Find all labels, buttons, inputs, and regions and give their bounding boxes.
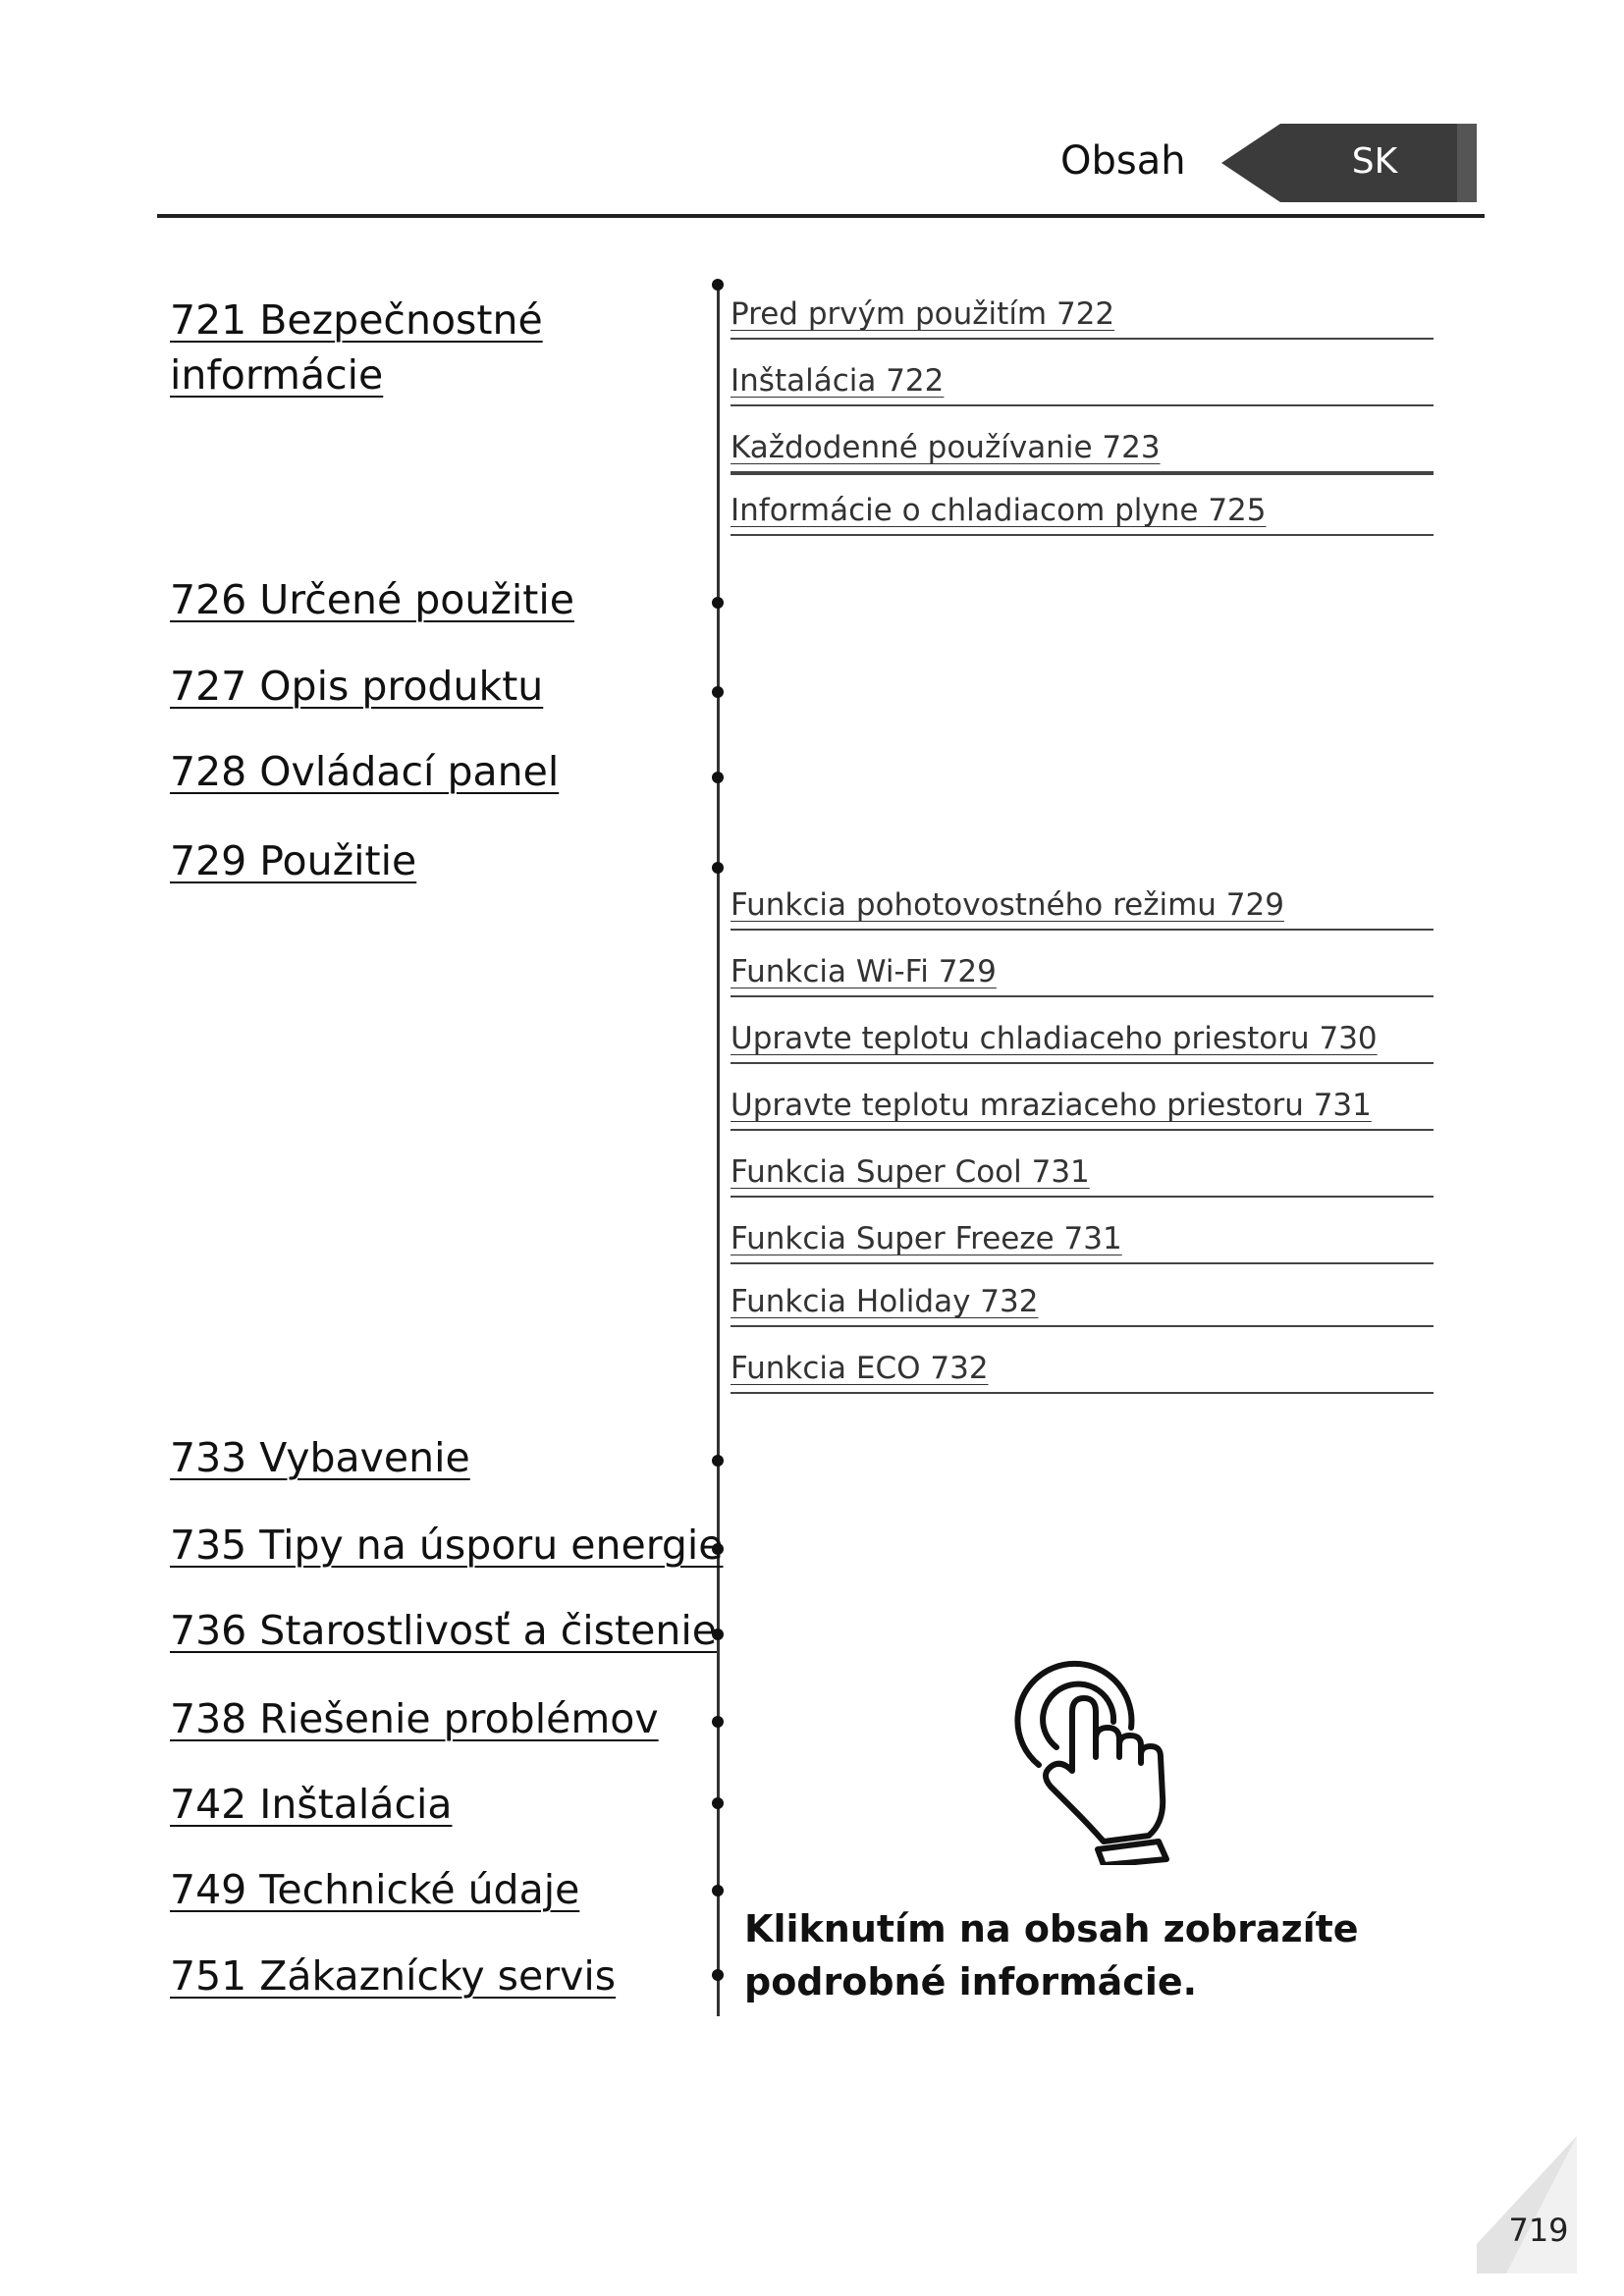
timeline-dot [712, 862, 724, 874]
timeline-dot [712, 1455, 724, 1467]
timeline-line [717, 285, 720, 2016]
chapter-link-use[interactable]: 729 Použitie [170, 837, 417, 884]
subentry-link[interactable]: Funkcia Holiday 732 [731, 1278, 1434, 1327]
page-corner-decoration [1477, 2136, 1577, 2273]
subentry-link[interactable]: Inštalácia 722 [731, 357, 1434, 406]
subentry-link[interactable]: Funkcia Wi-Fi 729 [731, 948, 1434, 997]
subentry-link[interactable]: Funkcia Super Cool 731 [731, 1148, 1434, 1198]
timeline-dot [712, 1969, 724, 1981]
subentry-link[interactable]: Funkcia pohotovostného režimu 729 [731, 881, 1434, 931]
chapter-link-safety-information[interactable]: 721 Bezpečnostné informácie [170, 296, 543, 399]
subentry-link[interactable]: Upravte teplotu mraziaceho priestoru 731 [731, 1082, 1434, 1131]
chapter-link-intended-use[interactable]: 726 Určené použitie [170, 576, 574, 623]
language-label: SK [1351, 141, 1398, 182]
timeline-dot [712, 686, 724, 698]
hint-text: Kliknutím na obsah zobrazíte podrobné informácie. [744, 1907, 1359, 2003]
chapter-link-energy-saving-tips[interactable]: 735 Tipy na úsporu energie [170, 1522, 724, 1569]
tap-hand-icon [1001, 1649, 1208, 1865]
timeline-dot [712, 279, 724, 291]
subentry-link[interactable]: Pred prvým použitím 722 [731, 291, 1434, 340]
page-title: Obsah [1060, 138, 1186, 184]
chapter-link-customer-service[interactable]: 751 Zákaznícky servis [170, 1952, 617, 2000]
subentry-link[interactable]: Informácie o chladiacom plyne 725 [731, 487, 1434, 536]
page-number: 719 [1508, 2212, 1569, 2249]
subentry-link[interactable]: Funkcia Super Freeze 731 [731, 1215, 1434, 1264]
timeline-dot [712, 1885, 724, 1896]
chapter-link-product-description[interactable]: 727 Opis produktu [170, 663, 544, 710]
chapter-link-technical-data[interactable]: 749 Technické údaje [170, 1866, 580, 1913]
timeline-dot [712, 1797, 724, 1809]
chapter-link-troubleshooting[interactable]: 738 Riešenie problémov [170, 1695, 659, 1742]
timeline-dot [712, 597, 724, 609]
chapter-link-control-panel[interactable]: 728 Ovládací panel [170, 748, 560, 795]
timeline-dot [712, 772, 724, 783]
subentry-link[interactable]: Upravte teplotu chladiaceho priestoru 730 [731, 1015, 1434, 1064]
subentry-link[interactable]: Funkcia ECO 732 [731, 1345, 1434, 1394]
subentry-link[interactable]: Každodenné používanie 723 [731, 424, 1434, 475]
timeline-dot [712, 1716, 724, 1728]
chapter-link-care-and-cleaning[interactable]: 736 Starostlivosť a čistenie [170, 1607, 717, 1654]
header-divider [157, 214, 1485, 218]
chapter-link-accessories[interactable]: 733 Vybavenie [170, 1434, 470, 1481]
chapter-link-installation[interactable]: 742 Inštalácia [170, 1781, 453, 1828]
